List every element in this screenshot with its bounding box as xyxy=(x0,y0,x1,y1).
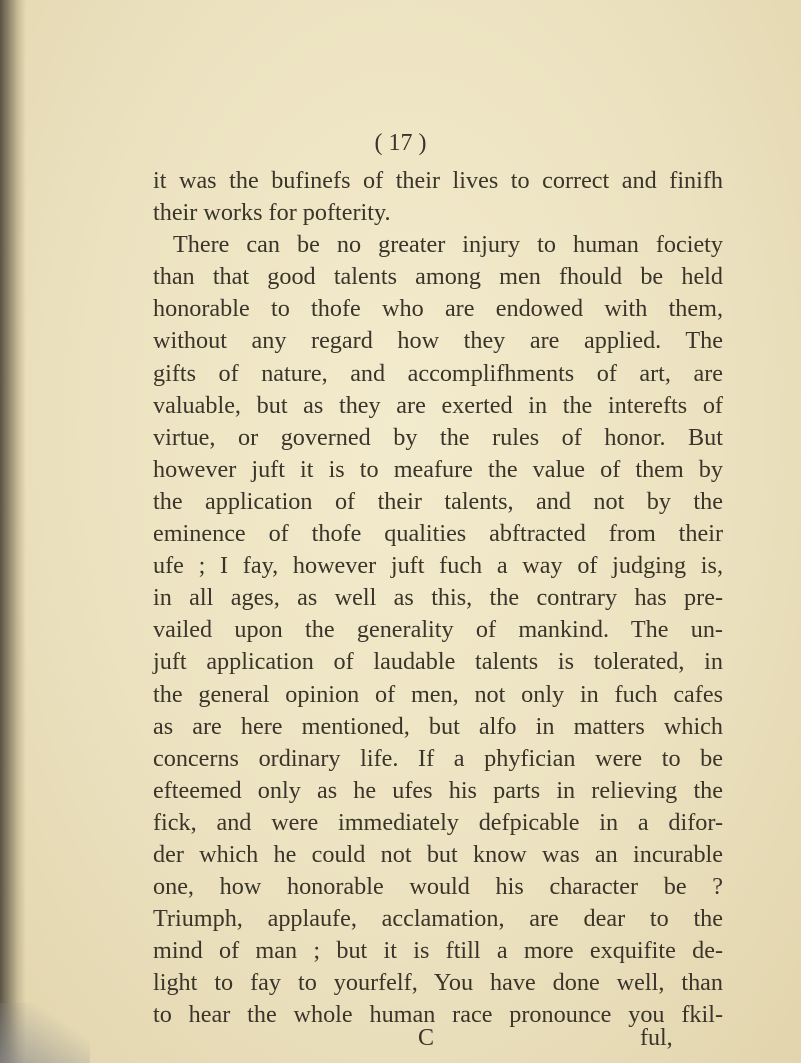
text-line: There can be no greater injury to human fociety xyxy=(173,231,723,259)
text-line: Triumph, applaufe, acclamation, are dear to the xyxy=(153,905,723,933)
page-number: ( 17 ) xyxy=(374,130,427,156)
text-line: to hear the whole human race pronounce you fkil- xyxy=(153,1001,723,1029)
catchword: ful, xyxy=(640,1025,673,1051)
text-line: their works for pofterity. xyxy=(153,199,391,227)
text-line: gifts of nature, and accomplifhments of art, are xyxy=(153,359,723,387)
text-line: the application of their talents, and not by the xyxy=(153,487,723,515)
text-line: efteemed only as he ufes his parts in relieving the xyxy=(153,776,723,804)
text-line: fick, and were immediately defpicable in a difor- xyxy=(153,808,723,836)
text-line: vailed upon the generality of mankind. The un- xyxy=(153,616,723,644)
text-line: one, how honorable would his character be ? xyxy=(153,873,723,901)
body-text xyxy=(153,165,723,1032)
book-spine-shadow xyxy=(0,0,26,1063)
text-line: der which he could not but know was an incurable xyxy=(153,840,723,868)
text-line: juft application of laudable talents is tolerated, in xyxy=(153,648,723,676)
text-line: as are here mentioned, but alfo in matters which xyxy=(153,712,723,740)
page-footer xyxy=(0,1025,801,1057)
text-line: virtue, or governed by the rules of honor. But xyxy=(153,423,723,451)
text-line: eminence of thofe qualities abftracted from their xyxy=(153,520,723,548)
text-line: than that good talents among men fhould be held xyxy=(153,263,723,291)
text-line: light to fay to yourfelf, You have done well, than xyxy=(153,969,723,997)
text-line: honorable to thofe who are endowed with them, xyxy=(153,295,723,323)
text-line: ufe ; I fay, however juft fuch a way of judging is, xyxy=(153,552,723,580)
page-header xyxy=(0,130,801,157)
text-line: however juft it is to meafure the value of them by xyxy=(153,455,723,483)
signature-mark: C xyxy=(418,1025,435,1051)
text-line: the general opinion of men, not only in fuch cafes xyxy=(153,680,723,708)
text-line: it was the bufinefs of their lives to correct and finifh xyxy=(153,167,723,194)
text-line: mind of man ; but it is ftill a more exquifite de- xyxy=(153,937,723,965)
text-line: valuable, but as they are exerted in the interefts of xyxy=(153,391,723,419)
text-line: in all ages, as well as this, the contrary has pre- xyxy=(153,584,723,612)
text-line: without any regard how they are applied. The xyxy=(153,327,723,355)
text-line: concerns ordinary life. If a phyfician were to be xyxy=(153,744,723,772)
